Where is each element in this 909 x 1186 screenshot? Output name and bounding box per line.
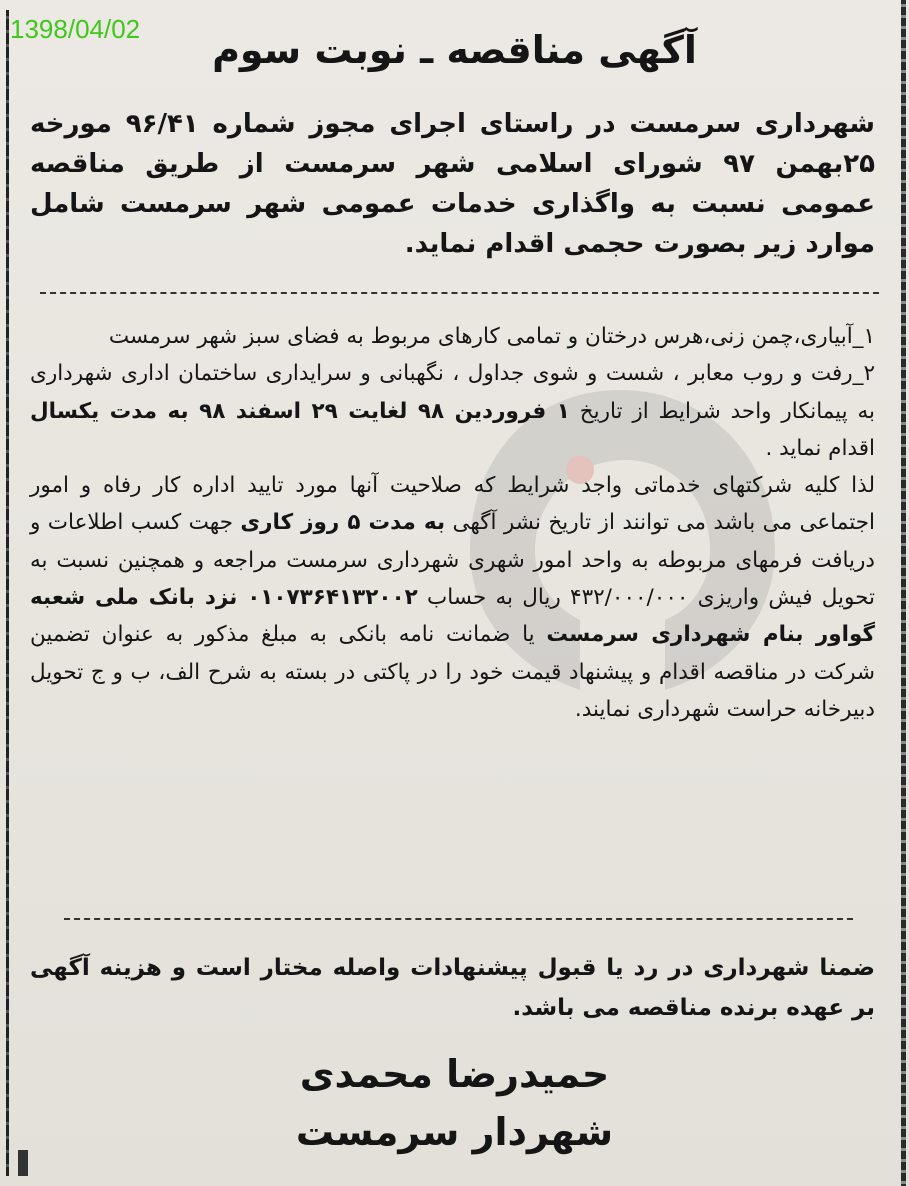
contract-period: ۱ فروردین ۹۸ لغایت ۲۹ اسفند ۹۸ به مدت یکسال — [30, 398, 570, 424]
right-border-rule — [901, 0, 906, 1186]
left-border-rule — [6, 10, 9, 1176]
notice-title: آگهی مناقصه ـ نوبت سوم — [212, 28, 697, 72]
item-2 — [30, 355, 875, 467]
conditions-text-c: جهت کسب اطلاعات و دریافت فرمهای مربوطه به واحد امور شهری شهرداری سرمست مراجعه و همچنین نسبت به تحویل فیش واریزی ۴۳۲/۰۰۰/۰۰۰ ریال به حساب — [30, 510, 875, 611]
dashed-divider — [40, 292, 879, 294]
footer-note: ضمنا شهرداری در رد یا قبول پیشنهادات واصله مختار است و هزینه آگهی بر عهده برنده مناقصه می باشد. — [30, 955, 875, 1021]
item-2-ending: اقدام نماید . — [765, 435, 875, 461]
item-2-text: ۲_رفت و روب معابر ، شست و شوی جداول ، نگهبانی و سرایداری ساختمان اداری شهرداری به پیمانکار واحد شرایط از تاریخ — [30, 361, 875, 424]
conditions-paragraph — [30, 467, 875, 728]
signatory-name: حمیدرضا محمدی — [299, 1052, 610, 1096]
notice-body — [30, 318, 875, 728]
conditions-text-a: لذا کلیه شرکتهای خدماتی واجد شرایط که صلاحیت آنها مورد تایید اداره کار رفاه و امور اجتماعی می باشد می توانند از تاریخ نشر آگهی — [30, 473, 875, 536]
bank-account-info: ۰۱۰۷۳۶۴۱۳۲۰۰۲ نزد بانک ملی شعبه گواور بنام شهرداری سرمست — [30, 585, 875, 648]
signatory-role: شهردار سرمست — [295, 1110, 614, 1154]
date-stamp: 1398/04/02 — [10, 14, 141, 44]
conditions-text-e: یا ضمانت نامه بانکی به مبلغ مذکور به عنوان تضمین شرکت در مناقصه اقدام و پیشنهاد قیمت خود را در پاکتی در بسته به شرح الف، ب و ج تحویل دبیرخانه حراست شهرداری نمایند. — [30, 622, 875, 722]
dashed-divider — [64, 918, 853, 920]
intro-paragraph: شهرداری سرمست در راستای اجرای مجوز شماره ۹۶/۴۱ مورخه ۲۵بهمن ۹۷ شورای اسلامی شهر سرمست از طریق مناقصه عمومی نسبت به واگذاری خدمات عمومی شهر سرمست شامل موارد زیر بصورت حجمی اقدام نماید. — [30, 109, 875, 259]
deadline-duration: به مدت ۵ روز کاری — [240, 510, 446, 536]
item-1: ۱_آبیاری،چمن زنی،هرس درختان و تمامی کارهای مربوط به فضای سبز شهر سرمست — [108, 324, 875, 349]
corner-mark — [18, 1150, 28, 1176]
